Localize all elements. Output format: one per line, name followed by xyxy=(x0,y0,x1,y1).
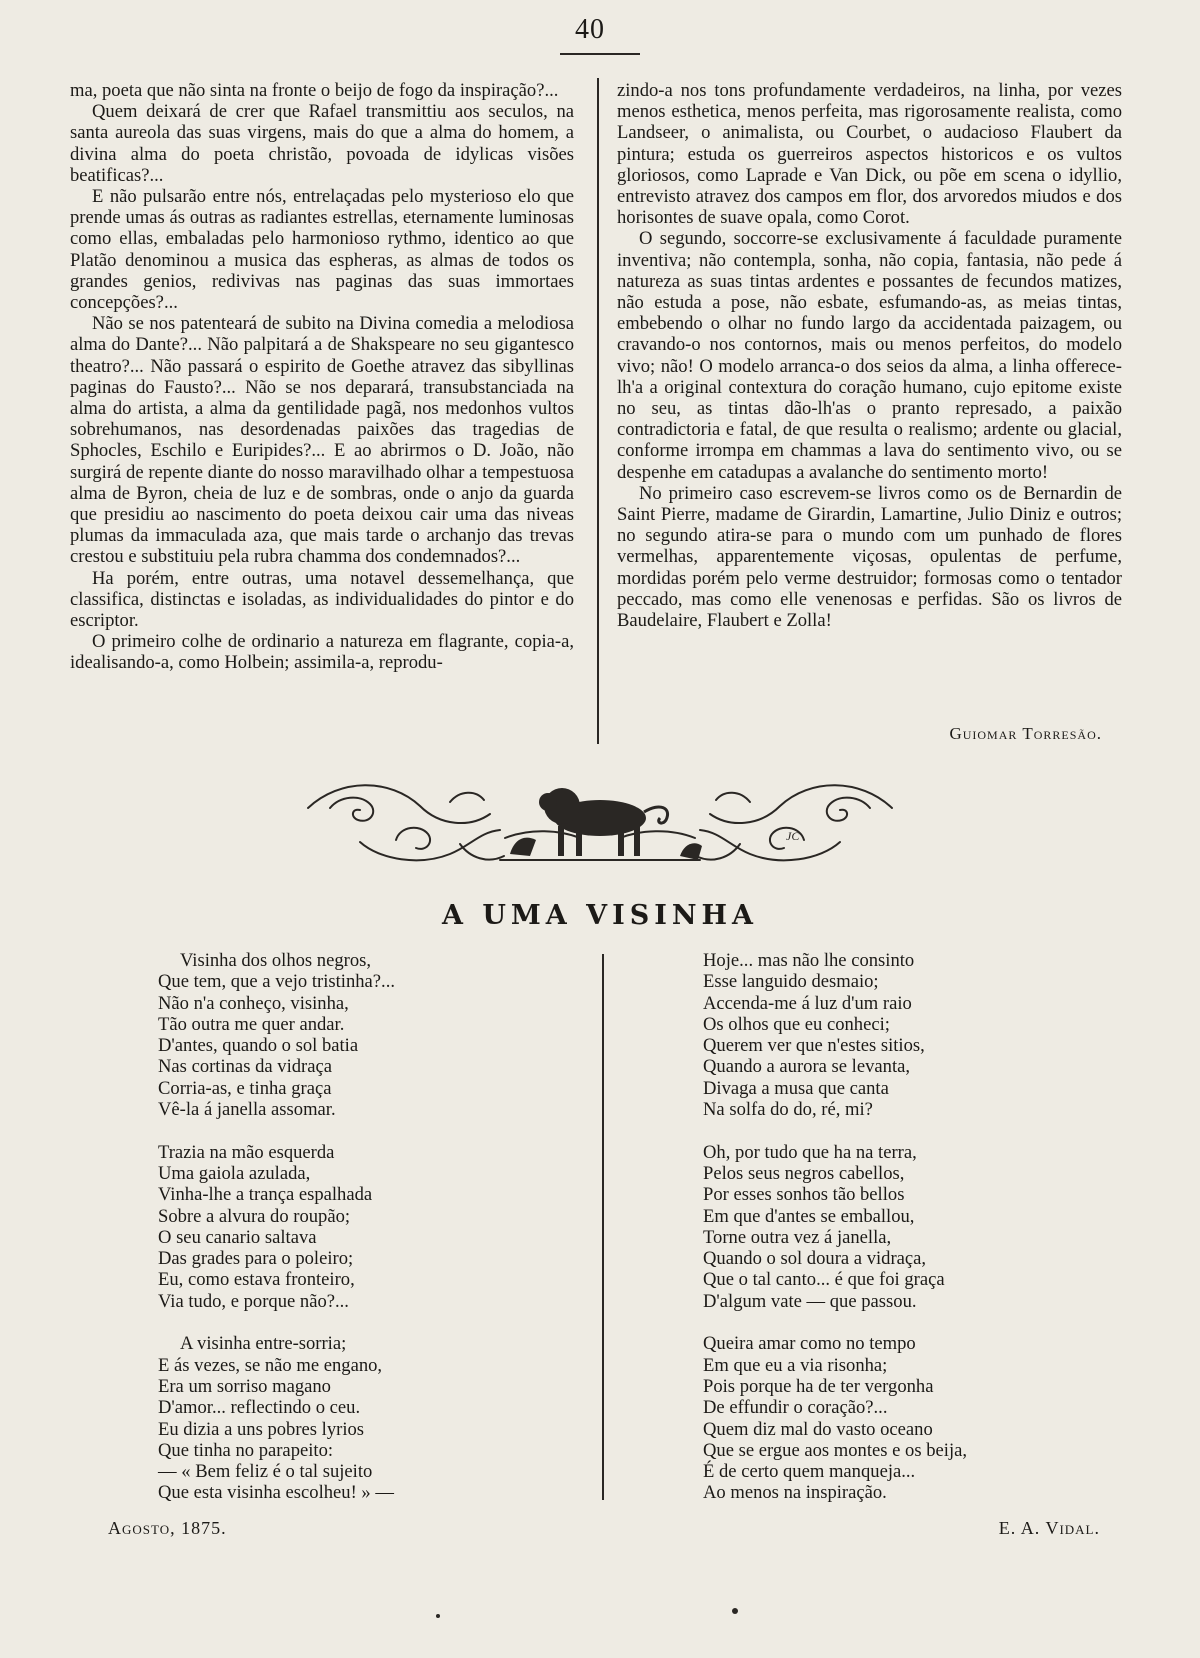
lion-scroll-ornament-icon xyxy=(300,768,900,880)
poem-line: Os olhos que eu conheci; xyxy=(703,1013,890,1035)
poem-line: Que tem, que a vejo tristinha?... xyxy=(158,971,395,993)
poem-line: Quando a aurora se levanta, xyxy=(703,1056,911,1078)
article-signature: Guiomar Torresão. xyxy=(949,724,1102,743)
article-paragraph: zindo-a nos tons profundamente verdadeiros, na linha, por vezes menos esthetica, menos perfeita, mas rigorosamente realista, como Landseer, o animalista, ou Courbet, o audacioso Flaubert da pintura; estuda os guerreiros aspectos historicos e os vultos gloriosos, como Laprade e Van Dick, ou põe em scena o idyllio, entrevisto atravez dos campos em flor, dos arvoredos miudos e dos horisontes de suave opala, como Corot. xyxy=(617,80,1122,229)
poem-line: Que tinha no parapeito: xyxy=(158,1439,334,1461)
poem-signature: E. A. Vidal. xyxy=(998,1518,1100,1538)
poem-line: A visinha entre-sorria; xyxy=(180,1333,347,1355)
print-speck xyxy=(436,1614,440,1618)
article-paragraph: E não pulsarão entre nós, entrelaçadas pelo mysterioso elo que prende umas ás outras as radiantes estrellas, eternamente luminosas como ellas, embaladas pelo harmonioso rythmo, identico ao que Platão denominou a musica das espheras, as almas de todos os grandes genios, redivivas nas paginas das suas immortaes concepções?... xyxy=(70,186,574,314)
poem-line: Era um sorriso magano xyxy=(158,1375,331,1397)
poem-date: Agosto, 1875. xyxy=(108,1518,227,1538)
poem-line: Hoje... mas não lhe consinto xyxy=(703,950,915,971)
poem-line: Não n'a conheço, visinha, xyxy=(158,992,349,1014)
poem-line: Pelos seus negros cabellos, xyxy=(703,1162,905,1184)
poem-line: Nas cortinas da vidraça xyxy=(158,1056,332,1078)
poem-stanza xyxy=(703,950,967,1120)
page-number: 40 xyxy=(575,14,605,45)
poem-left-column xyxy=(158,950,395,1525)
poem-line: Eu, como estava fronteiro, xyxy=(158,1269,355,1291)
article-paragraph: O primeiro colhe de ordinario a natureza em flagrante, copia-a, idealisando-a, como Holbein; assimila-a, reprodu- xyxy=(70,631,574,674)
poem-line: Accenda-me á luz d'um raio xyxy=(703,992,912,1014)
article-paragraph: Quem deixará de crer que Rafael transmittiu aos seculos, na santa aureola das suas virgens, mais do que a alma do homem, a divina alma do poeta christão, povoada de idylicas visões beatificas?... xyxy=(70,101,574,186)
poem-line: É de certo quem manqueja... xyxy=(703,1461,916,1483)
poem-line: Vinha-lhe a trança espalhada xyxy=(158,1184,373,1206)
poem-line: Tão outra me quer andar. xyxy=(158,1013,345,1035)
poem-line: Querem ver que n'estes sitios, xyxy=(703,1035,925,1057)
print-speck xyxy=(732,1608,738,1614)
article-paragraph: No primeiro caso escrevem-se livros como os de Bernardin de Saint Pierre, madame de Girardin, Lamartine, Julio Diniz e outros; no segundo atira-se para o mundo com um punhado de flores vermelhas, apparentemente viçosas, opulentas de perfume, mordidas porém pelo verme destruidor; formosas como o tentador peccado, mas como elle venenosas e perfidas. São os livros de Baudelaire, Flaubert e Zolla! xyxy=(617,482,1122,632)
column-divider xyxy=(597,78,599,744)
poem-line: Pois porque ha de ter vergonha xyxy=(703,1375,934,1397)
article-right-column xyxy=(617,80,1122,631)
poem-line: Que se ergue aos montes e os beija, xyxy=(703,1439,968,1461)
poem-line: E ás vezes, se não me engano, xyxy=(158,1354,383,1376)
poem-line: Ao menos na inspiração. xyxy=(703,1482,887,1504)
poem-line: Quando o sol doura a vidraça, xyxy=(703,1248,927,1270)
poem-line: Vê-la á janella assomar. xyxy=(158,1099,336,1121)
poem-stanza xyxy=(703,1142,967,1312)
poem-line: Que o tal canto... é que foi graça xyxy=(703,1269,945,1291)
poem-line: De effundir o coração?... xyxy=(703,1397,888,1419)
poem-line: Divaga a musa que canta xyxy=(703,1077,889,1099)
poem-line: Visinha dos olhos negros, xyxy=(180,950,372,971)
poem-stanza xyxy=(703,1333,967,1503)
poem-column-divider xyxy=(602,954,604,1500)
poem-line: Queira amar como no tempo xyxy=(703,1333,916,1355)
poem-line: O seu canario saltava xyxy=(158,1226,317,1248)
poem-line: Eu dizia a uns pobres lyrios xyxy=(158,1418,365,1440)
article-paragraph: ma, poeta que não sinta na fronte o beijo de fogo da inspiração?... xyxy=(70,80,559,101)
poem-line: Oh, por tudo que ha na terra, xyxy=(703,1141,917,1163)
poem-line: Que esta visinha escolheu! » — xyxy=(158,1482,394,1504)
poem-line: Uma gaiola azulada, xyxy=(158,1162,311,1184)
poem-stanza xyxy=(158,950,395,1120)
poem-line: D'amor... reflectindo o ceu. xyxy=(158,1397,361,1419)
poem-line: Das grades para o poleiro; xyxy=(158,1248,354,1270)
poem-line: Esse languido desmaio; xyxy=(703,971,879,993)
ornament-initials: JC xyxy=(786,829,800,843)
article-paragraph: Ha porém, entre outras, uma notavel dessemelhança, que classifica, distinctas e isoladas, as individualidades do pintor e do escriptor. xyxy=(70,567,574,632)
article-left-column xyxy=(70,80,574,674)
poem-line: Em que eu a via risonha; xyxy=(703,1354,888,1376)
article-paragraph: O segundo, soccorre-se exclusivamente á faculdade puramente inventiva; não contempla, sonha, não copia, fantasia, não pede á natureza as suas tintas ardentes e possantes de fecundos matizes, não estuda a pose, não esbate, esfumando-as, as meias tintas, embebendo o olhar no fundo largo da accidentada paizagem, ou cravando-o nos contornos, mais ou menos perfeitos, do modelo vivo; não! O modelo arranca-o dos seios da alma, a linha offerece-lh'a a original contextura do coração humano, cujo epitome existe no seu, as tintas dão-lh'as o pranto represado, a paixão contradictoria e fatal, de que resulta o realismo; ardente ou glacial, conforme irrompa em chammas a lava do sentimento vivo, ou se despenhe em catadupas a avalanche do sentimento morto! xyxy=(617,228,1122,483)
article-paragraph: Não se nos patenteará de subito na Divina comedia a melodiosa alma do Dante?... Não palpitará a de Shakspeare no seu gigantesco theatro?... Não passará o espirito de Goethe atravez das sibyllinas paginas do Fausto?... Não se nos deparará, transubstanciada na alma do artista, a alma da gentilidade pagã, nos medonhos vultos sobrehumanos, nas desordenadas paixões das tragedias de Sphocles, Eschilo e Euripides?... E ao abrirmos o D. João, não surgirá de repente diante do nosso maravilhado olhar a tempestuosa alma de Byron, cheia de luz e de sombras, onde o anjo da guarda que presidiu ao nascimento do poeta deixou cair uma das niveas plumas da immaculada aza, que mais tarde o archanjo das trevas crestou e substituiu pela rubra chamma dos condemnados?... xyxy=(70,313,574,568)
poem-line: D'antes, quando o sol batia xyxy=(158,1035,359,1057)
poem-line: Corria-as, e tinha graça xyxy=(158,1077,332,1099)
poem-line: Quem diz mal do vasto oceano xyxy=(703,1418,933,1440)
poem-title: A UMA VISINHA xyxy=(442,900,758,931)
poem-line: — « Bem feliz é o tal sujeito xyxy=(158,1461,373,1483)
poem-line: Por esses sonhos tão bellos xyxy=(703,1184,905,1206)
poem-line: Em que d'antes se emballou, xyxy=(703,1205,915,1227)
poem-line: D'algum vate — que passou. xyxy=(703,1290,917,1312)
poem-line: Sobre a alvura do roupão; xyxy=(158,1205,351,1227)
poem-right-column xyxy=(703,950,967,1525)
poem-line: Via tudo, e porque não?... xyxy=(158,1290,349,1312)
poem-line: Trazia na mão esquerda xyxy=(158,1141,335,1163)
poem-stanza xyxy=(158,1333,395,1503)
page-number-rule xyxy=(560,53,640,55)
poem-line: Na solfa do do, ré, mi? xyxy=(703,1099,873,1121)
poem-stanza xyxy=(158,1142,395,1312)
poem-line: Torne outra vez á janella, xyxy=(703,1226,892,1248)
